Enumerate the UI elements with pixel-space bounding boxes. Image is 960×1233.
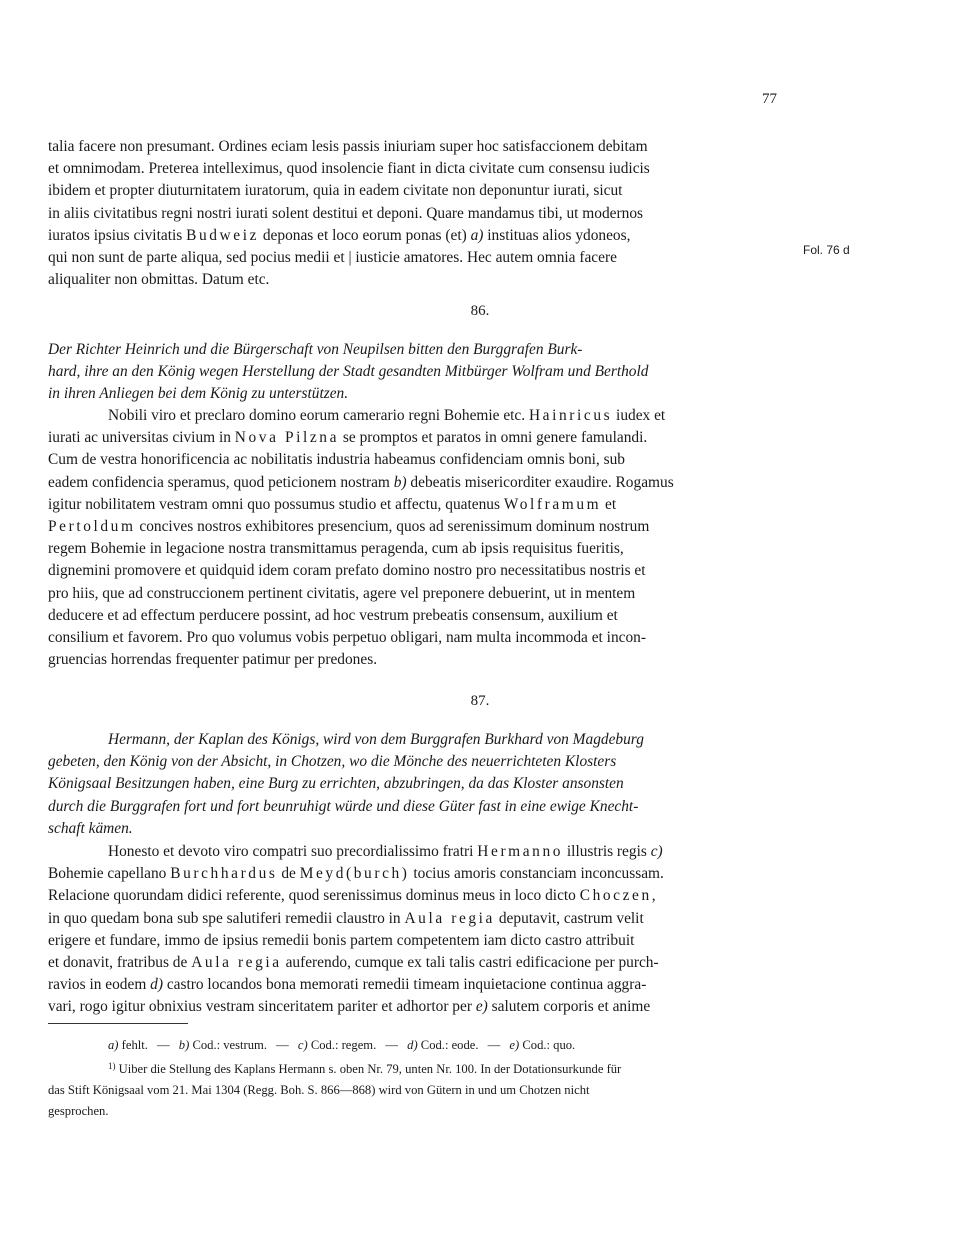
text-line: erigere et fundare, immo de ipsius remedii bonis partem competentem iam dicto castro attribuit xyxy=(48,931,635,949)
spaced-name: Hermanno xyxy=(477,843,564,860)
spaced-name: Wolframum xyxy=(503,495,602,513)
doc-86-number: 86. xyxy=(470,303,490,319)
footnote-1 xyxy=(48,1056,784,1080)
text-segment: vari, rogo igitur obnixius vestram sinceritatem pariter et adhortor per xyxy=(48,998,476,1016)
text-line: aliqualiter non obmittas. Datum etc. xyxy=(48,271,270,289)
text-line: consilium et favorem. Pro quo volumus vobis perpetuo obligari, nam multa incommoda et incon- xyxy=(48,629,646,647)
spaced-name: Aula regia xyxy=(404,909,495,927)
text-segment: iuratos ipsius civitatis xyxy=(48,226,187,244)
text-line xyxy=(48,472,784,494)
text-segment: auferendo, cumque ex tali talis castri edificacione per purch- xyxy=(281,954,659,972)
spaced-name: Choczen, xyxy=(579,887,659,905)
spaced-name: Pertoldum xyxy=(48,518,136,536)
text-segment: in quo quedam bona sub spe salutiferi remedii claustro in xyxy=(48,909,405,927)
text-segment: iudex et xyxy=(612,407,666,424)
text-segment: se promptos et paratos in omni genere famulandi. xyxy=(339,429,648,447)
footnote-text: fehlt. xyxy=(121,1038,148,1052)
textual-notes xyxy=(48,1035,784,1056)
note-marker: b) xyxy=(393,473,407,491)
text-line xyxy=(48,841,784,863)
text-line xyxy=(48,225,784,247)
text-line xyxy=(48,996,784,1018)
margin-note: Fol. 76 d xyxy=(803,243,850,257)
footnote-letter: a) xyxy=(108,1038,119,1052)
text-line xyxy=(48,974,784,996)
spaced-name: Meyd(burch) xyxy=(299,865,410,883)
text-line xyxy=(48,885,784,907)
spaced-name: Budweiz xyxy=(186,226,260,244)
footnote-letter: c) xyxy=(297,1038,308,1052)
footnote-letter: d) xyxy=(407,1038,418,1052)
text-line xyxy=(48,427,784,449)
text-line xyxy=(48,405,784,427)
text-segment: illustris regis xyxy=(563,843,651,860)
text-segment: deponas et loco eorum ponas (et) xyxy=(259,226,471,244)
text-line: regem Bohemie in legacione nostra transmittamus peragenda, cum ab ipsis requisitus fueritis, xyxy=(48,540,624,558)
text-segment: instituas alios ydoneos, xyxy=(483,226,631,244)
note-marker: a) xyxy=(470,226,484,244)
regest-line: durch die Burggrafen fort und fort beunruhigt würde und diese Güter fast in eine ewige Knecht- xyxy=(48,797,639,815)
text-segment: Nobili viro et preclaro domino eorum camerario regni Bohemie etc. xyxy=(108,407,529,424)
footnote-text: Uiber die Stellung des Kaplans Hermann s. oben Nr. 79, unten Nr. 100. In der Dotationsurkunde für xyxy=(118,1062,622,1076)
page-number: 77 xyxy=(762,91,777,107)
text-segment: Honesto et devoto viro compatri suo precordialissimo fratri xyxy=(108,843,478,860)
doc-86-regest xyxy=(48,339,784,406)
footnote-text: Cod.: eode. xyxy=(420,1038,479,1052)
text-line xyxy=(48,863,784,885)
footnote-text: Cod.: regem. xyxy=(310,1038,377,1052)
text-segment: debeatis misericorditer exaudire. Rogamus xyxy=(406,473,674,491)
regest-line: schaft kämen. xyxy=(48,819,133,837)
text-line xyxy=(48,952,784,974)
text-segment: Relacione quorundam didici referente, quod serenissimus dominus meus in loco dicto xyxy=(48,887,580,905)
spaced-name: Aula regia xyxy=(191,954,282,972)
text-line: et omnimodam. Preterea intelleximus, quod insolencie fiant in dicta civitate cum consensu iudicis xyxy=(48,160,650,178)
text-line xyxy=(48,908,784,930)
text-segment: et donavit, fratribus de xyxy=(48,954,192,972)
footnote-text: Cod.: vestrum. xyxy=(192,1038,267,1052)
footnote-1-cont: das Stift Königsaal vom 21. Mai 1304 (Regg. Boh. S. 866—868) wird von Gütern in und um Chotzen nicht xyxy=(48,1083,590,1097)
text-segment: salutem corporis et anime xyxy=(487,998,651,1016)
note-marker: c) xyxy=(650,843,663,860)
text-line: gruencias horrendas frequenter patimur per predones. xyxy=(48,651,378,669)
text-segment: castro locandos bona memorati remedii timeam inquietacione continua aggra- xyxy=(162,976,647,994)
regest-line: Der Richter Heinrich und die Bürgerschaft von Neupilsen bitten den Burggrafen Burk- xyxy=(48,341,583,358)
text-line: pro hiis, que ad construccionem pertinent civitatis, agere vel preponere debuerint, ut in mentem xyxy=(48,584,636,602)
text-line: dignemini promovere et quidquid idem coram prefato domino nostro pro necessitatibus nostris et xyxy=(48,562,646,580)
doc-87-text xyxy=(48,841,784,1019)
footnote-separator: — xyxy=(276,1038,289,1052)
spaced-name: Burchhardus xyxy=(170,865,278,883)
regest-line: hard, ihre an den König wegen Herstellung der Stadt gesandten Mitbürger Wolfram und Berthold xyxy=(48,363,649,381)
regest-line: gebeten, den König von der Absicht, in Chotzen, wo die Mönche des neuerrichteten Klosters xyxy=(48,753,617,771)
text-line: talia facere non presumant. Ordines eciam lesis passis iniuriam super hoc satisfaccionem debitam xyxy=(48,138,648,155)
text-segment: iurati ac universitas civium in xyxy=(48,429,235,447)
note-marker: d) xyxy=(150,976,163,994)
footnotes xyxy=(48,1035,784,1122)
footnote-rule xyxy=(48,1023,188,1024)
regest-line: Hermann, der Kaplan des Königs, wird von dem Burggrafen Burkhard von Magdeburg xyxy=(108,731,644,748)
text-line: in aliis civitatibus regni nostri iurati solent destitui et deponi. Quare mandamus tibi, ut modernos xyxy=(48,204,644,222)
text-segment: concives nostros exhibitores presencium, quos ad serenissimum dominum nostrum xyxy=(135,518,650,536)
text-segment: et xyxy=(601,495,617,513)
text-segment: Bohemie capellano xyxy=(48,865,171,883)
text-segment: tocius amoris constanciam inconcussam. xyxy=(409,865,664,883)
note-marker: e) xyxy=(475,998,488,1016)
footnote-mark: 1) xyxy=(108,1061,116,1071)
doc-87-regest xyxy=(48,729,784,840)
regest-line: Königsaal Besitzungen haben, eine Burg zu errichten, abzubringen, da das Kloster ansonsten xyxy=(48,775,624,793)
doc-87-number: 87. xyxy=(470,693,490,709)
footnote-separator: — xyxy=(385,1038,398,1052)
text-line: qui non sunt de parte aliqua, sed pocius medii et | iusticie amatores. Hec autem omnia facere xyxy=(48,249,617,267)
text-segment: ravios in eodem xyxy=(48,976,151,994)
footnote-separator: — xyxy=(487,1038,501,1052)
footnote-text: Cod.: quo. xyxy=(522,1038,576,1052)
text-line: deducere et ad effectum perducere possint, ad hoc vestrum prebeatis consensum, auxilium et xyxy=(48,606,618,624)
footnote-letter: b) xyxy=(178,1038,190,1052)
spaced-name: Nova Pilzna xyxy=(234,429,340,447)
doc-86-text xyxy=(48,405,784,671)
regest-line: in ihren Anliegen bei dem König zu unterstützen. xyxy=(48,385,349,403)
text-line xyxy=(48,516,784,538)
text-line: Cum de vestra honorificencia ac nobilitatis industria habeamus confidenciam omnis boni, sub xyxy=(48,451,626,469)
spaced-name: Hainricus xyxy=(528,407,613,424)
footnote-1-cont: gesprochen. xyxy=(48,1104,109,1118)
text-line xyxy=(48,494,784,516)
text-segment: igitur nobilitatem vestram omni quo possumus studio et affectu, quatenus xyxy=(48,495,504,513)
text-segment: deputavit, castrum velit xyxy=(495,909,644,927)
text-segment: eadem confidencia speramus, quod peticionem nostram xyxy=(48,473,394,491)
footnote-separator: — xyxy=(157,1038,170,1052)
text-segment: de xyxy=(277,865,300,883)
intro-paragraph xyxy=(48,136,784,291)
footnote-letter: e) xyxy=(509,1038,520,1052)
text-line: ibidem et propter diuturnitatem iuratorum, quia in eadem civitate non deponuntur iurati, sicut xyxy=(48,182,623,200)
